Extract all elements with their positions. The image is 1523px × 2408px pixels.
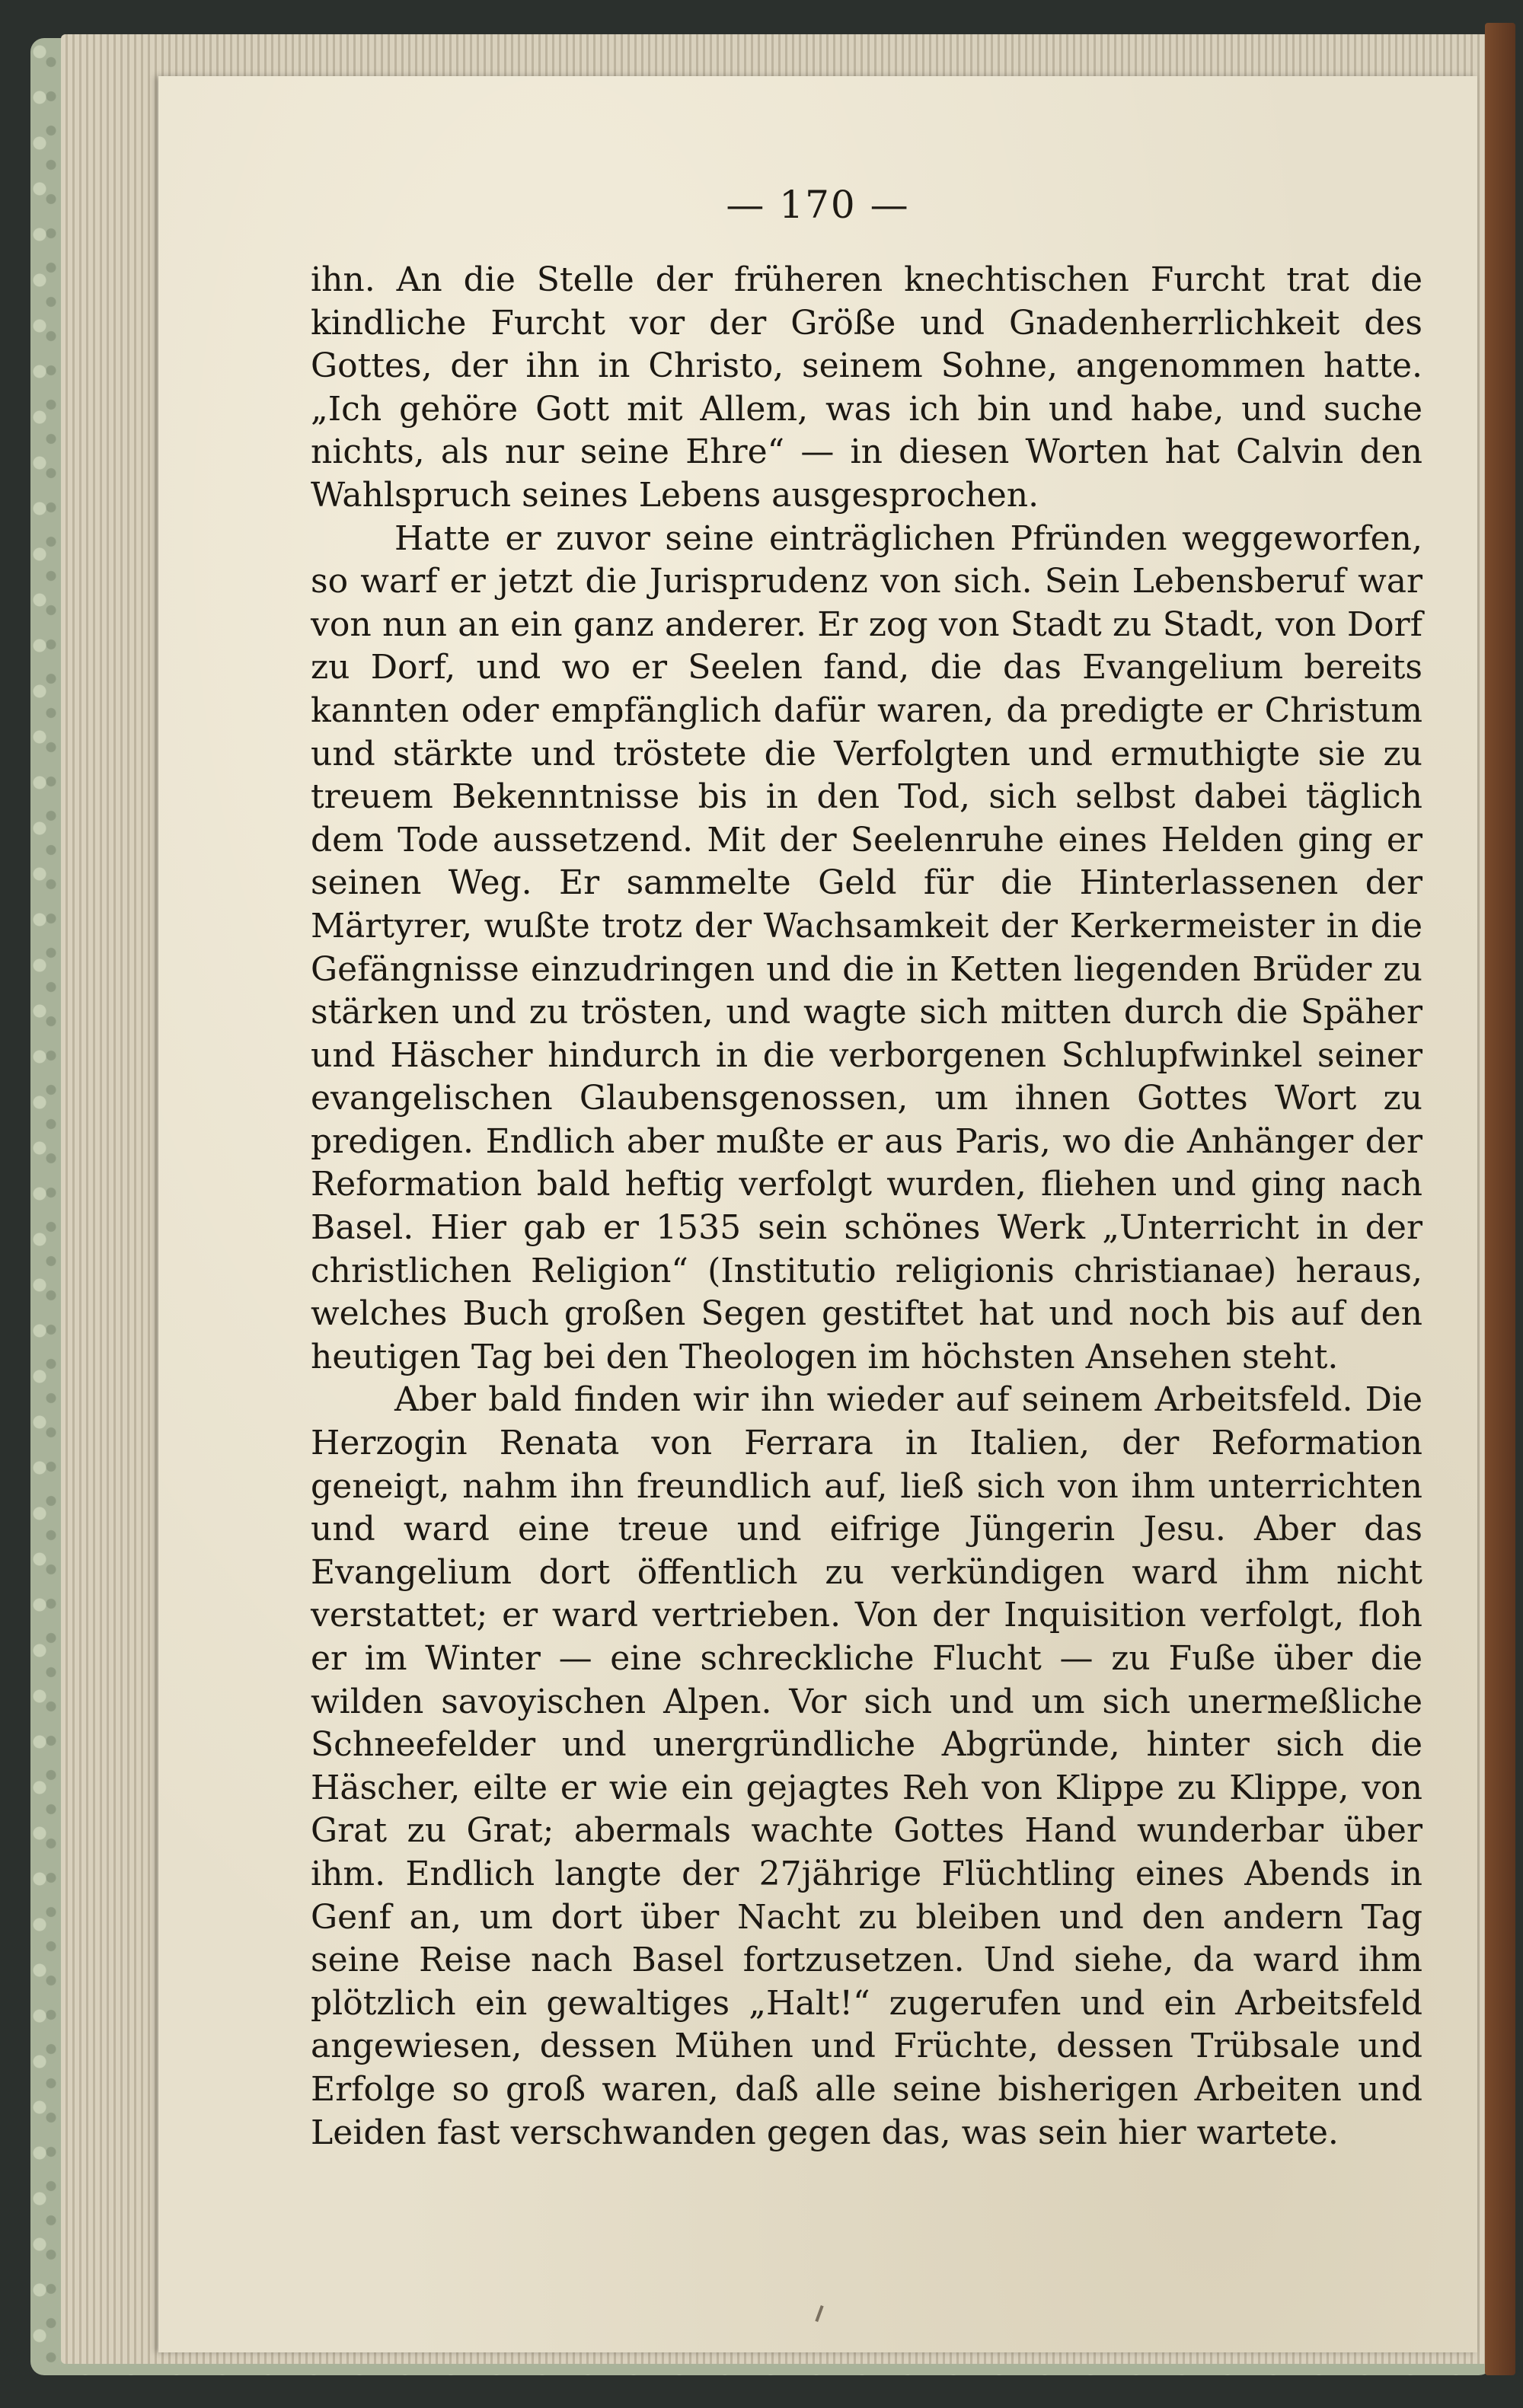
book-page: [158, 76, 1477, 2352]
print-mark: [815, 2305, 823, 2322]
book-spine-edge: [1485, 23, 1515, 2375]
paragraph-1: ihn. An die Stelle der früheren knechtischen Furcht trat die kindliche Furcht vor der Größe und Gnadenherrlichkeit des Gottes, der ihn in Christo, seinem Sohne, angenommen hatte. „Ich gehöre Gott mit Allem, was ich bin und habe, und suche nichts, als nur seine Ehre“ — in diesen Worten hat Calvin den Wahlspruch seines Lebens ausgesprochen.: [311, 260, 1422, 515]
body-text: [311, 259, 1422, 2154]
paragraph-3: Aber bald finden wir ihn wieder auf seinem Arbeitsfeld. Die Herzogin Renata von Ferrara in Italien, der Reformation geneigt, nahm ihn freundlich auf, ließ sich von ihm unterrichten und ward eine treue und eifrige Jüngerin Jesu. Aber das Evangelium dort öffentlich zu verkündigen ward ihm nicht verstattet; er ward vertrieben. Von der Inquisition verfolgt, floh er im Winter — eine schreckliche Flucht — zu Fuße über die wilden savoyischen Alpen. Vor sich und um sich unermeßliche Schneefelder und unergründliche Abgründe, hinter sich die Häscher, eilte er wie ein gejagtes Reh von Klippe zu Klippe, von Grat zu Grat; abermals wachte Gottes Hand wunderbar über ihm. Endlich langte der 27jährige Flüchtling eines Abends in Genf an, um dort über Nacht zu bleiben und den andern Tag seine Reise nach Basel fortzusetzen. Und siehe, da ward ihm plötzlich ein gewaltiges „Halt!“ zugerufen und ein Arbeitsfeld angewiesen, dessen Mühen und Früchte, dessen Trübsale und Erfolge so groß waren, daß alle seine bisherigen Arbeiten und Leiden fast verschwanden gegen das, was sein hier wartete.: [311, 1380, 1422, 2152]
page-number: — 170 —: [726, 183, 910, 227]
paragraph-2: Hatte er zuvor seine einträglichen Pfründen weggeworfen, so warf er jetzt die Jurisprudenz von sich. Sein Lebensberuf war von nun an ein ganz anderer. Er zog von Stadt zu Stadt, von Dorf zu Dorf, und wo er Seelen fand, die das Evangelium bereits kannten oder empfänglich dafür waren, da predigte er Christum und stärkte und tröstete die Verfolgten und ermuthigte sie zu treuem Bekenntnisse bis in den Tod, sich selbst dabei täglich dem Tode aussetzend. Mit der Seelenruhe eines Helden ging er seinen Weg. Er sammelte Geld für die Hinterlassenen der Märtyrer, wußte trotz der Wachsamkeit der Kerkermeister in die Gefängnisse einzudringen und die in Ketten liegenden Brüder zu stärken und zu trösten, und wagte sich mitten durch die Späher und Häscher hindurch in die verborgenen Schlupfwinkel seiner evangelischen Glaubensgenossen, um ihnen Gottes Wort zu predigen. Endlich aber mußte er aus Paris, wo die Anhänger der Reformation bald heftig verfolgt wurden, fliehen und ging nach Basel. Hier gab er 1535 sein schönes Werk „Unterricht in der christlichen Religion“ (Institutio religionis christianae) heraus, welches Buch großen Segen gestiftet hat und noch bis auf den heutigen Tag bei den Theologen im höchsten Ansehen steht.: [311, 518, 1422, 1376]
